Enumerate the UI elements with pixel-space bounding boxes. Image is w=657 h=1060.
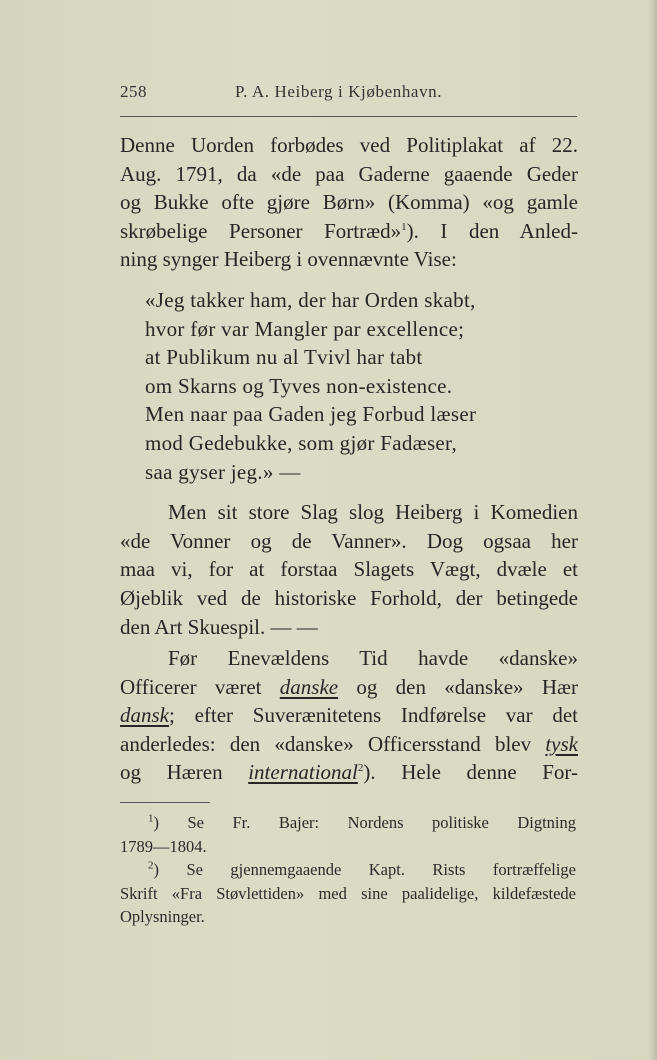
text-line xyxy=(120,701,578,730)
text-line: den Art Skuespil. — — xyxy=(120,614,318,639)
emphasis-text: international xyxy=(248,760,358,785)
text-segment: og Hæren xyxy=(120,760,249,785)
poem-line: hvor før var Mangler par excellence; xyxy=(145,316,465,341)
text-line: og Bukke ofte gjøre Børn» (Komma) «og gamle xyxy=(120,190,578,215)
header-rule xyxy=(120,116,577,117)
poem-block xyxy=(120,286,578,486)
text-segment: ). Hele denne For- xyxy=(363,760,578,785)
body-text xyxy=(120,131,578,787)
footnote-marker: 2 xyxy=(148,859,154,872)
emphasis-text: tysk xyxy=(545,731,578,756)
text-line xyxy=(120,730,578,759)
page-edge-shadow xyxy=(649,0,657,1060)
text-line xyxy=(120,673,578,702)
text-line: Denne Uorden forbødes ved Politiplakat af 22. xyxy=(120,133,578,157)
poem-line: Men naar paa Gaden jeg Forbud læser xyxy=(145,402,477,427)
text-line: Aug. 1791, da «de paa Gaderne gaaende Geder xyxy=(120,161,578,186)
running-head: P. A. Heiberg i Kjøbenhavn. xyxy=(235,82,443,101)
footnote-line xyxy=(120,858,576,882)
text-segment: ). I den Anled- xyxy=(406,218,578,243)
text-line: Øjeblik ved de historiske Forhold, der betingede xyxy=(120,585,578,610)
footnote-line xyxy=(120,811,576,835)
text-line: maa vi, for at forstaa Slagets Vægt, dvæle et xyxy=(120,557,578,582)
footnotes xyxy=(120,811,576,929)
footnote-ref: 1 xyxy=(401,220,407,233)
footnote-line: 1789—1804. xyxy=(120,836,207,856)
footnote-marker: 1 xyxy=(148,812,154,825)
text-segment: anderledes: den «danske» Officersstand blev xyxy=(120,731,546,756)
text-segment: og den «danske» Hær xyxy=(338,674,578,699)
text-line: «de Vonner og de Vanner». Dog ogsaa her xyxy=(120,528,578,553)
poem-line: «Jeg takker ham, der har Orden skabt, xyxy=(145,287,476,312)
emphasis-text: danske xyxy=(279,674,339,699)
text-segment: ) Se gjennemgaaende Kapt. Rists fortræffelige xyxy=(153,860,576,879)
text-line xyxy=(120,217,578,246)
text-segment: Officerer været xyxy=(120,674,280,699)
poem-line: at Publikum nu al Tvivl har tabt xyxy=(145,345,423,370)
text-line xyxy=(120,758,578,787)
footnote-ref: 2 xyxy=(357,762,364,775)
poem-line: saa gyser jeg.» — xyxy=(145,459,301,484)
footnote-line: Skrift «Fra Støvlettiden» med sine paalidelige, kildefæstede xyxy=(120,883,576,903)
page-header xyxy=(120,82,580,108)
text-segment: skrøbelige Personer Fortræd» xyxy=(120,218,402,243)
poem-line: om Skarns og Tyves non-existence. xyxy=(145,373,453,398)
poem-line: mod Gedebukke, som gjør Fadæser, xyxy=(145,430,458,455)
footnote-rule xyxy=(120,802,210,803)
text-segment: ) Se Fr. Bajer: Nordens politiske Digtning xyxy=(153,813,576,832)
text-line: Men sit store Slag slog Heiberg i Komedien xyxy=(168,500,578,525)
emphasis-text: dansk xyxy=(120,703,169,728)
footnote-line: Oplysninger. xyxy=(120,907,205,926)
page-number: 258 xyxy=(120,82,147,101)
text-line: Før Enevældens Tid havde «danske» xyxy=(168,646,578,671)
text-segment: ; efter Suverænitetens Indførelse var det xyxy=(169,703,578,728)
text-line: ning synger Heiberg i ovennævnte Vise: xyxy=(120,247,457,272)
